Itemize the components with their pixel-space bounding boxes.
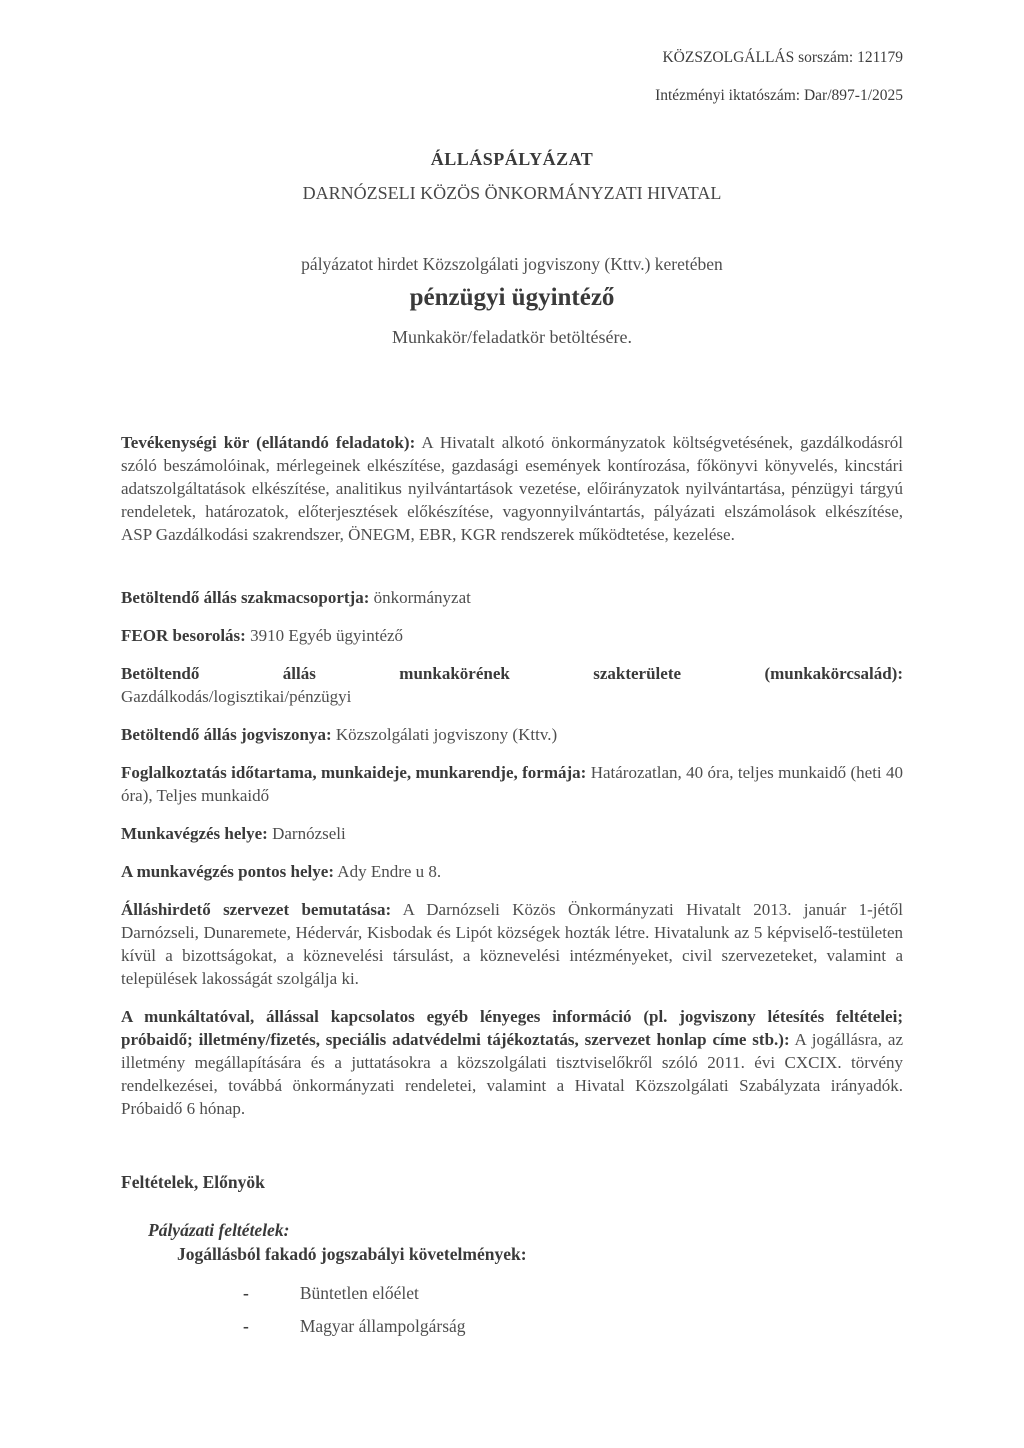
requirements-group-heading: Jogállásból fakadó jogszabályi követelmények: [177,1243,527,1264]
section-exact-workplace-label: A munkavégzés pontos helye: [121,861,334,881]
section-professional-group-label: Betöltendő állás szakmacsoportja: [121,587,370,607]
doc-title: ÁLLÁSPÁLYÁZAT [430,148,594,169]
organization-name: DARNÓZSELI KÖZÖS ÖNKORMÁNYZATI HIVATAL [302,182,722,203]
section-legal-relation-text: Közszolgálati jogviszony (Kttv.) [335,724,558,744]
section-other-info [121,1005,903,1120]
section-activities-label: Tevékenységi kör (ellátandó feladatok): [121,432,416,452]
section-exact-workplace-text: Ady Endre u 8. [337,861,442,881]
bullet-dash: - [243,1315,249,1336]
section-specialty-label: Betöltendő állás munkakörének szakterülete (munkakörcsalád): [121,663,903,683]
requirement-item [121,1282,903,1305]
requirement-item [121,1315,903,1338]
section-specialty-text: Gazdálkodás/logisztikai/pénzügyi [121,686,352,706]
bullet-dash: - [243,1282,249,1303]
section-legal-relation-label: Betöltendő állás jogviszonya: [121,724,332,744]
section-other-info-text: A jogállásra, az illetmény megállapítására és a juttatásokra a közszolgálati tisztviselőkről szóló 2011. évi CXCIX. törvény rendelkezései, továbbá önkormányzati rendeletei, valamint a Hivatal Közszolgálati Szabályzata irányadók. Próbaidő 6 hónap. [121,1029,903,1118]
section-other-info-label: A munkáltatóval, állással kapcsolatos egyéb lényeges információ (pl. jogviszony létesítés feltételei; próbaidő; illetmény/fizetés, speciális adatvédelmi tájékoztatás, szervezet honlap címe stb.): [121,1006,903,1049]
section-specialty-label-line [121,662,903,685]
section-feor-label: FEOR besorolás: [121,625,246,645]
section-specialty [121,662,903,708]
document-body [121,431,903,1338]
section-exact-workplace [121,860,903,883]
requirements-list [121,1282,903,1338]
section-feor-text: 3910 Egyéb ügyintéző [250,625,404,645]
position-title: pénzügyi ügyintéző [409,283,615,311]
section-employment-terms [121,761,903,807]
section-workplace-label: Munkavégzés helye: [121,823,268,843]
announcement-line: pályázatot hirdet Közszolgálati jogviszony (Kttv.) keretében [301,253,723,274]
doc-header [121,48,903,107]
serial-number-line: KÖZSZOLGÁLLÁS sorszám: 121179 [662,49,903,66]
section-workplace-text: Darnózseli [272,823,346,843]
registry-number-line: Intézményi iktatószám: Dar/897-1/2025 [655,86,903,104]
section-workplace [121,822,903,845]
section-specialty-text-line [121,685,903,708]
position-note: Munkakör/feladatkör betöltésére. [392,326,632,347]
requirement-text: Büntetlen előélet [299,1282,419,1303]
title-block [121,149,903,348]
section-activities [121,431,903,546]
section-feor [121,624,903,647]
section-legal-relation [121,723,903,746]
section-org-intro [121,898,903,990]
section-employment-terms-label: Foglalkoztatás időtartama, munkaideje, munkarendje, formája: [121,762,587,782]
section-org-intro-text: A Darnózseli Közös Önkormányzati Hivatalt 2013. január 1-jétől Darnózseli, Dunaremete, Hédervár, Kisbodak és Lipót községek hozták létre. Hivatalunk az 5 képviselő-testületen kívül a bizottságokat, a köznevelési társulást, a köznevelési intézményeket, civil szervezeteket, valamint a települések lakosságát szolgálja ki. [121,899,903,988]
conditions-heading: Feltételek, Előnyök [121,1171,265,1192]
requirement-text: Magyar állampolgárság [299,1315,466,1336]
section-professional-group [121,586,903,609]
section-org-intro-label: Álláshirdető szervezet bemutatása: [121,899,392,919]
conditions-subheading: Pályázati feltételek: [148,1219,290,1240]
section-professional-group-text: önkormányzat [373,587,471,607]
section-employment-terms-text: Határozatlan, 40 óra, teljes munkaidő (heti 40 óra), Teljes munkaidő [121,762,904,805]
section-activities-text: A Hivatalt alkotó önkormányzatok költségvetésének, gazdálkodásról szóló beszámolóinak, mérlegeinek elkészítése, gazdasági események kontírozása, főkönyvi könyvelés, kincstári adatszolgáltatások elkészítése, analitikus nyilvántartások vezetése, előirányzatok nyilvántartása, pénzügyi tárgyú rendeletek, határozatok, előterjesztések előkészítése, vagyonnyilvántartás, pályázati elszámolások elkészítése, ASP Gazdálkodási szakrendszer, ÖNEGM, EBR, KGR rendszerek működtetése, kezelése. [121,432,904,544]
